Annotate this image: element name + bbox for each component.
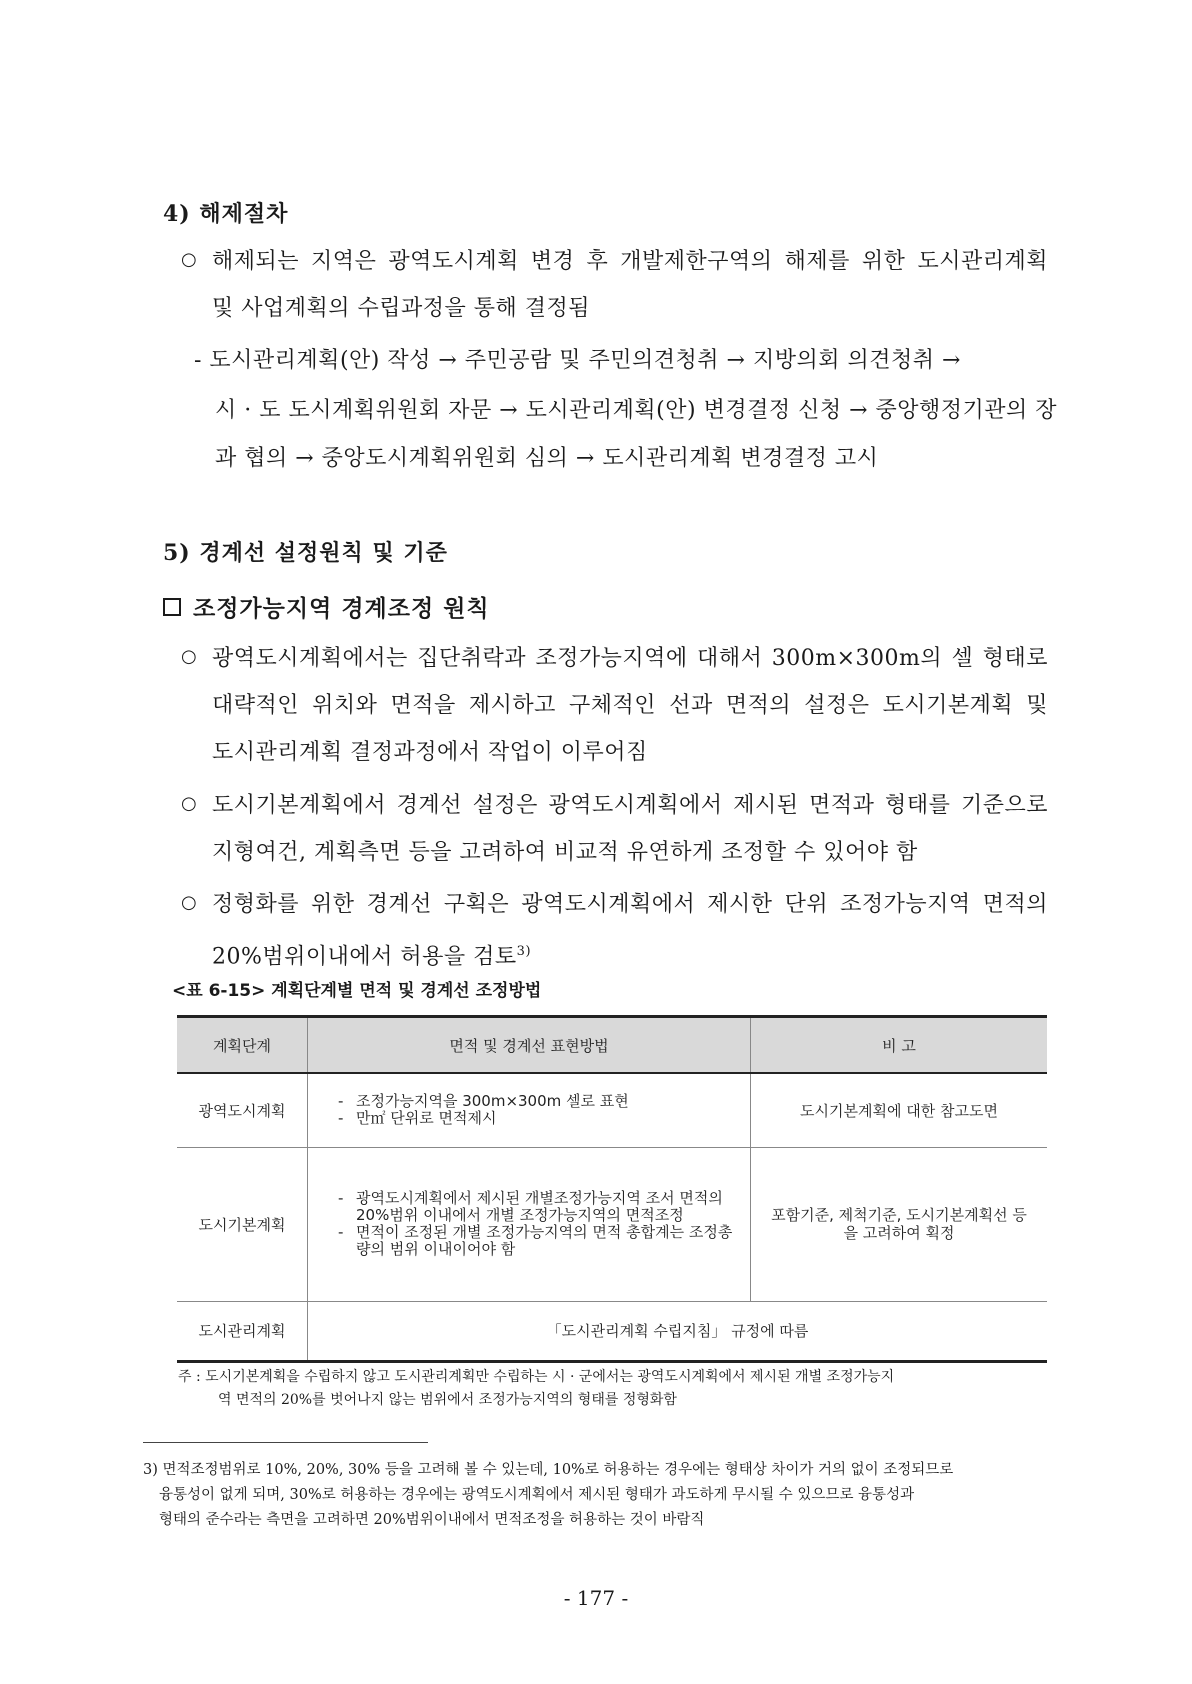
method-cell	[308, 1073, 751, 1147]
method-item: - 조정가능지역을 300m×300m 셀로 표현	[338, 1093, 750, 1110]
adjustment-table	[177, 1015, 1047, 1363]
text-line: 해제되는 지역은 광역도시계획 변경 후 개발제한구역의 해제를 위한 도시관리계획	[212, 249, 1048, 274]
table-note-line: 역 면적의 20%를 벗어나지 않는 범위에서 조정가능지역의 형태를 정형화함	[218, 1392, 677, 1408]
square-bullet-icon	[163, 598, 181, 616]
table-note	[178, 1366, 1048, 1412]
stage-cell: 광역도시계획	[177, 1073, 308, 1147]
text-line: 도시관리계획 결정과정에서 작업이 이루어짐	[212, 740, 648, 765]
procedure-line: - 도시관리계획(안) 작성 → 주민공람 및 주민의견청취 → 지방의회 의견청취 →	[194, 348, 961, 373]
footnote	[143, 1458, 1048, 1533]
footnote-line: 형태의 준수라는 측면을 고려하면 20%범위이내에서 면적조정을 허용하는 것이 바람직	[159, 1512, 705, 1528]
note-cell: 도시기본계획에 대한 참고도면	[751, 1073, 1048, 1147]
procedure-line: 시 · 도 도시계획위원회 자문 → 도시관리계획(안) 변경결정 신청 → 중앙행정기관의 장	[215, 398, 1058, 423]
stage-cell: 도시관리계획	[177, 1301, 308, 1361]
procedure-line: 과 협의 → 중앙도시계획위원회 심의 → 도시관리계획 변경결정 고시	[215, 446, 879, 471]
subsection-heading-text: 조정가능지역 경계조정 원칙	[193, 595, 490, 622]
method-item: - 만㎡ 단위로 면적제시	[338, 1110, 750, 1127]
table-caption: <표 6-15> 계획단계별 면적 및 경계선 조정방법	[172, 981, 542, 1001]
text-fragment: 20%범위이내에서 허용을 검토	[212, 944, 517, 970]
bullet-circle: ○	[181, 249, 197, 270]
text-line: 대략적인 위치와 면적을 제시하고 구체적인 선과 면적의 설정은 도시기본계획 및	[212, 693, 1048, 718]
section-heading-5: 5) 경계선 설정원칙 및 기준	[163, 540, 448, 566]
bullet-circle: ○	[181, 646, 197, 667]
text-line: 광역도시계획에서는 집단취락과 조정가능지역에 대해서 300m×300m의 셀 형태로	[212, 646, 1048, 671]
method-item: - 면적이 조정된 개별 조정가능지역의 면적 총합계는 조정총량의 범위 이내이어야 함	[338, 1224, 746, 1258]
stage-cell: 도시기본계획	[177, 1147, 308, 1301]
table-header-cell: 계획단계	[177, 1017, 308, 1074]
method-item: - 광역도시계획에서 제시된 개별조정가능지역 조서 면적의 20%범위 이내에서 개별 조정가능지역의 면적조정	[338, 1190, 746, 1224]
footnote-reference[interactable]: 3)	[516, 944, 532, 959]
table-row	[177, 1147, 1047, 1301]
table-note-line: 주 : 도시기본계획을 수립하지 않고 도시관리계획만 수립하는 시 · 군에서는 광역도시계획에서 제시된 개별 조정가능지	[178, 1369, 895, 1385]
footnote-line: 융통성이 없게 되며, 30%로 허용하는 경우에는 광역도시계획에서 제시된 형태가 과도하게 무시될 수 있으므로 융통성과	[159, 1487, 915, 1503]
table-header-row	[177, 1017, 1047, 1074]
method-cell	[308, 1147, 751, 1301]
note-cell: 포함기준, 제척기준, 도시기본계획선 등을 고려하여 획정	[751, 1147, 1048, 1301]
table-header-cell: 면적 및 경계선 표현방법	[308, 1017, 751, 1074]
text-line	[212, 937, 531, 972]
footnote-line: 3) 면적조정범위로 10%, 20%, 30% 등을 고려해 볼 수 있는데, 10%로 허용하는 경우에는 형태상 차이가 거의 없이 조정되므로	[143, 1462, 954, 1478]
bullet-circle: ○	[181, 892, 197, 913]
text-line: 정형화를 위한 경계선 구획은 광역도시계획에서 제시한 단위 조정가능지역 면적의	[212, 892, 1048, 917]
table-row	[177, 1073, 1047, 1147]
text-line: 및 사업계획의 수립과정을 통해 결정됨	[212, 296, 591, 321]
page-number: - 177 -	[563, 1586, 629, 1610]
text-line: 지형여건, 계획측면 등을 고려하여 비교적 유연하게 조정할 수 있어야 함	[212, 840, 918, 865]
merged-method-cell: 「도시관리계획 수립지침」 규정에 따름	[308, 1301, 1048, 1361]
table-row	[177, 1301, 1047, 1361]
text-line: 도시기본계획에서 경계선 설정은 광역도시계획에서 제시된 면적과 형태를 기준으로	[212, 793, 1048, 818]
subsection-heading	[163, 590, 490, 623]
section-heading-4: 4) 해제절차	[163, 201, 289, 227]
table-header-cell: 비 고	[751, 1017, 1048, 1074]
bullet-circle: ○	[181, 793, 197, 814]
footnote-divider	[143, 1442, 428, 1443]
